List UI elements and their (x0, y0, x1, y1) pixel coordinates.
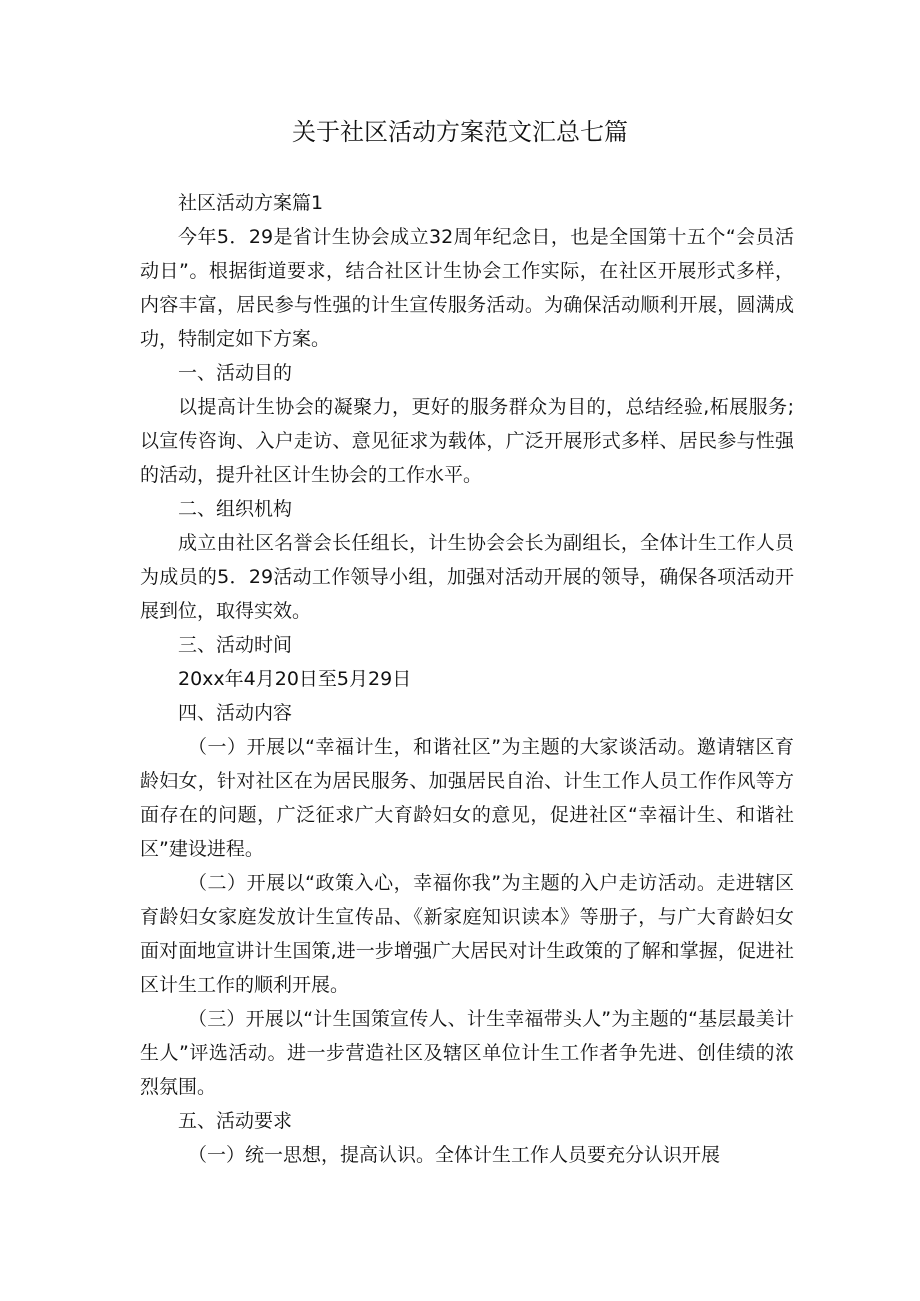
heading-organization: 二、组织机构 (178, 498, 293, 520)
paragraph-requirements-1: （一）统一思想，提高认识。全体计生工作人员要充分认识开展 (188, 1144, 721, 1166)
heading-purpose: 一、活动目的 (178, 362, 293, 384)
paragraph-content-3: （三）开展以“计生国策宣传人、计生幸福带头人”为主题的“基层最美计生人”评选活动。进一步营造社区及辖区单位计生工作者争先进、创佳绩的浓烈氛围。 (140, 1008, 794, 1098)
paragraph-organization: 成立由社区名誉会长任组长，计生协会会长为副组长，全体计生工作人员为成员的5．29活动工作领导小组，加强对活动开展的领导，确保各项活动开展到位，取得实效。 (140, 532, 794, 622)
heading-requirements: 五、活动要求 (178, 1110, 293, 1132)
section-heading: 社区活动方案篇1 (178, 192, 324, 214)
paragraph-purpose: 以提高计生协会的凝聚力，更好的服务群众为目的，总结经验,柘展服务;以宣传咨询、入户走访、意见征求为载体，广泛开展形式多样、居民参与性强的活动，提升社区计生协会的工作水平。 (140, 396, 794, 486)
paragraph-content-2: （二）开展以“政策入心，幸福你我”为主题的入户走访活动。走进辖区育龄妇女家庭发放计生宣传品、《新家庭知识读本》等册子，与广大育龄妇女面对面地宣讲计生国策,进一步增强广大居民对计生政策的了解和掌握，促进社区计生工作的顺利开展。 (140, 872, 794, 996)
paragraph-content-1: （一）开展以“幸福计生，和谐社区”为主题的大家谈活动。邀请辖区育龄妇女，针对社区在为居民服务、加强居民自治、计生工作人员工作作风等方面存在的问题，广泛征求广大育龄妇女的意见，促进社区“幸福计生、和谐社区”建设进程。 (140, 736, 794, 860)
heading-time: 三、活动时间 (178, 634, 293, 656)
document-title: 关于社区活动方案范文汇总七篇 (292, 118, 628, 146)
heading-content: 四、活动内容 (178, 702, 293, 724)
document-body (140, 186, 794, 1172)
intro-paragraph: 今年5．29是省计生协会成立32周年纪念日，也是全国第十五个“会员活动日”。根据街道要求，结合社区计生协会工作实际，在社区开展形式多样，内容丰富，居民参与性强的计生宣传服务活动。为确保活动顺利开展，圆满成功，特制定如下方案。 (140, 226, 794, 350)
paragraph-time: 20xx年4月20日至5月29日 (178, 668, 412, 690)
